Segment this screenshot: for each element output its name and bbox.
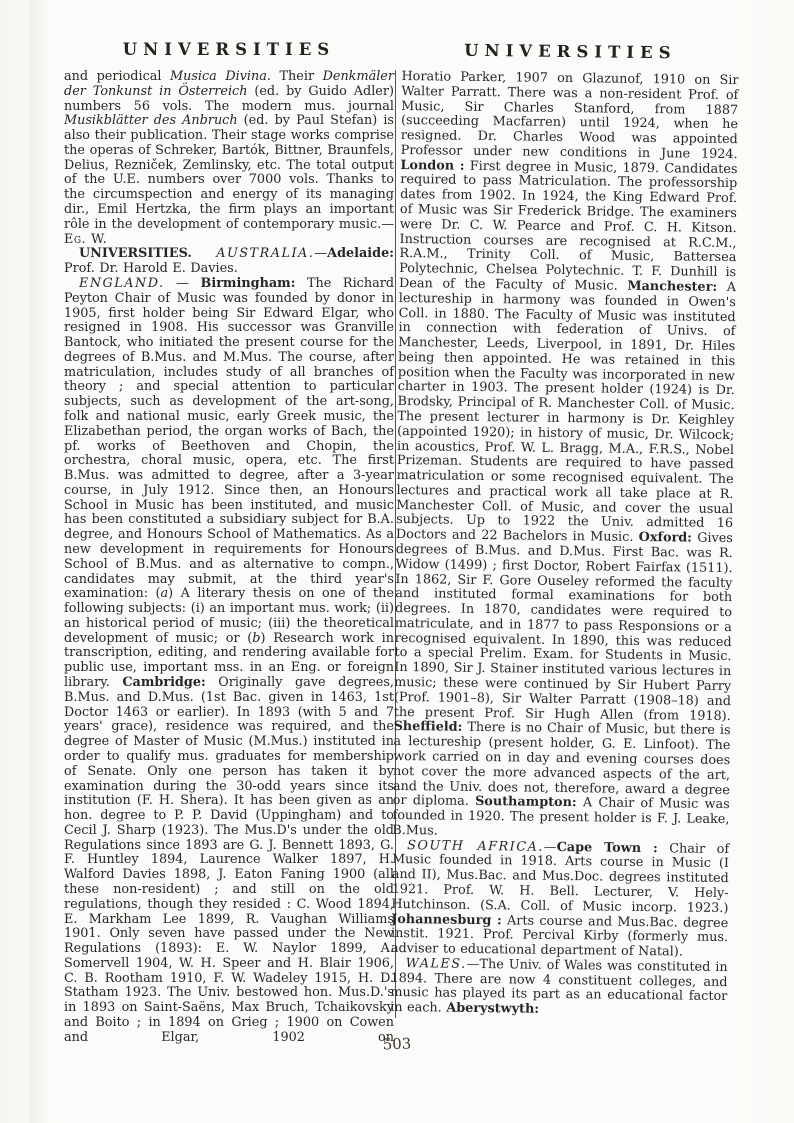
text-segment: London :	[400, 157, 465, 174]
text-segment: First degree in Music, 1879. Candidates required to pass Matriculation. The professorship dates from 1902. In 1924, the King Edward Prof. of Music was Sir Frederick Bridge. The examiners were Dr. C. W. Pearce and Prof. C. H. Kitson. Instruction courses are recognised at R.C.M., R.A.M., Trinity Coll. of Music, Battersea Polytechnic, Chelsea Polytechnic. T. F. Dunhill is Dean of the Faculty of Music.	[398, 158, 738, 294]
paragraph	[64, 70, 394, 247]
text-segment: (ed. by Paul Stefan) is also their publication. Their stage works comprise the operas of Schreker, Bartók, Bittner, Braunfels, Delius, Rezniček, Zemlinsky, etc. The total output of the U.E. numbers over 7000 vols. Thanks to the circumspection and energy of its managing dir., Emil Hertzka, the firm plays an important rôle in the development of contemporary music.—	[64, 113, 394, 232]
text-segment: ) Research work in transcription, editing, and rendering available for public use, important mss. in an Eng. or foreign library.	[64, 630, 394, 691]
text-segment: —	[164, 275, 201, 291]
text-segment: and periodical	[64, 69, 170, 84]
right-column-running-header: UNIVERSITIES	[464, 40, 677, 63]
text-segment: Cambridge:	[122, 675, 206, 691]
text-segment: Oxford:	[638, 530, 693, 546]
text-segment: Horatio Parker, 1907 on Glazunof, 1910 on Sir Walter Parratt. There was a non-resident Prof. of Music, Sir Charles Stanford, from 1887 (succeeding Macfarren) until 1924, when he resigned. Dr. Charles Wood was appointed Professor under new conditions in June 1924.	[400, 68, 739, 163]
right-column-text	[390, 70, 739, 1020]
text-segment: Birmingham:	[200, 275, 296, 291]
text-segment: —	[543, 839, 557, 855]
text-segment: Prof. Dr. Harold E. Davies.	[64, 261, 238, 277]
left-column-running-header: UNIVERSITIES	[122, 40, 336, 59]
text-segment: (ed. by Guido Adler) numbers 56 vols. The modern mus. journal	[64, 83, 394, 114]
text-segment: Cape Town :	[556, 839, 658, 856]
text-segment: Johannesburg :	[391, 911, 502, 928]
text-segment	[192, 246, 216, 261]
page-number: 503	[382, 1034, 412, 1054]
text-segment: Southampton:	[475, 794, 577, 811]
text-segment: . Their	[266, 69, 323, 84]
paragraph	[391, 839, 729, 961]
text-segment: WALES.	[405, 955, 467, 972]
text-segment: b	[252, 630, 261, 646]
text-segment: ENGLAND.	[79, 275, 165, 291]
left-column-text	[64, 70, 394, 1046]
text-segment: Adelaide:	[327, 246, 394, 262]
text-segment: Musica Divina	[170, 69, 267, 84]
paragraph	[64, 277, 394, 1046]
text-segment: Arts course and Mus.Bac. degree instit. 1921. Prof. Percival Kirby (formerly mus. adviser to educational department of Natal).	[390, 912, 729, 960]
text-segment: —The Univ. of Wales was constituted in 1894. There are now 4 constituent colleges, and music has played its part as an educational factor in each.	[390, 956, 728, 1016]
paragraph	[64, 247, 394, 277]
paragraph	[390, 957, 728, 1020]
right-column	[390, 40, 739, 1020]
text-segment: ) A literary thesis on one of the following subjects: (i) an important mus. work; (ii) an historical period of music; (iii) the theoretical development of music; or (	[64, 586, 394, 646]
text-segment: a	[160, 586, 169, 602]
text-segment: A Chair of Music was founded in 1920. The present holder is F. J. Leake, B.Mus.	[392, 795, 730, 839]
text-segment: The Richard Peyton Chair of Music was founded by donor in 1905, first holder being Sir Edward Elgar, who resigned in 1908. His successor was Granville Bantock, who initiated the present course for the degrees of B.Mus. and M.Mus. The course, after matriculation, includes study of all branches of theory ; and special attention to particular subjects, such as development of the art-song, folk and national music, early Greek music, the Elizabethan period, the organ works of Bach, the pf. works of Beethoven and Chopin, the orchestra, choral music, opera, etc. The first B.Mus. was admitted to degree, after a 3-year course, in July 1912. Since then, an Honours School in Music has been instituted, and music has been constituted a subsidiary subject for B.A. degree, and Honours School of Mathematics. As a new development in requirements for Honours School of B.Mus. and as alternative to compn., candidates may submit, at the third year's examination: (	[64, 275, 395, 602]
text-segment: Originally gave degrees, B.Mus. and D.Mus. (1st Bac. given in 1463, 1st Doctor 1463 or earlier). In 1893 (with 5 and 7 years' grace), residence was required, and the degree of Master of Music (M.Mus.) instituted in order to qualify mus. graduates for membership of Senate. Only one person has taken it by examination during the 30-odd years since its institution (F. H. Shera). It has been given as an hon. degree to P. P. David (Uppingham) and to Cecil J. Sharp (1923). The Mus.D's under the old Regulations since 1893 are G. J. Bennett 1893, G. F. Huntley 1894, Laurence Walker 1897, H. Walford Davies 1898, J. Eaton Faning 1900 (all these non-resident) ; and still on the old regulations, though they resided : C. Wood 1894, E. Markham Lee 1899, R. Vaughan Williams 1901. Only seven have passed under the New Regulations (1893): E. W. Naylor 1899, A. Somervell 1904, W. H. Speer and H. Blair 1906, C. B. Rootham 1910, F. W. Wadeley 1915, H. D. Statham 1923. The Univ. bestowed hon. Mus.D.'s in 1893 on Saint-Saëns, Max Bruch, Tchaikovsky and Boito ; in 1894 on Grieg ; 1900 on Cowen and Elgar, 1902 on	[64, 675, 394, 1045]
text-segment: Denkmäler der Tonkunst in Österreich	[64, 69, 394, 99]
left-column	[64, 40, 394, 1046]
text-segment: AUSTRALIA.	[216, 246, 315, 262]
text-segment: A lectureship in harmony was founded in Owen's Coll. in 1880. The Faculty of Music was instituted in connection with federation of Univs. of Manchester, Leeds, Liverpool, in 1891, Dr. Hiles being then appointed. He was retained in this position when the Faculty was incorporated in new charter in 1903. The present holder (1924) is Dr. Brodsky, Principal of R. Manchester Coll. of Music. The present lecturer in harmony is Dr. Keighley (appointed 1920); in history of music, Dr. Wilcock; in acoustics, Prof. W. L. Bragg, M.A., F.R.S., Nobel Prizeman. Students are required to have passed matriculation or some recognised equivalent. The lectures and practical work all take place at R. Manchester Coll. of Music, and cover the usual subjects. Up to 1922 the Univ. admitted 16 Doctors and 22 Bachelors in Music.	[395, 279, 737, 546]
text-segment: Eg. W.	[64, 231, 108, 247]
paragraph	[392, 70, 738, 843]
text-segment: SOUTH AFRICA.	[407, 837, 544, 855]
text-segment: Aberystwyth:	[446, 1000, 540, 1017]
text-segment: Gives degrees of B.Mus. and D.Mus. First Bac. was R. Widow (1499) ; first Doctor, Robert Fairfax (1511). In 1862, Sir F. Gore Ouseley reformed the faculty and instituted formal examinations for both degrees. In 1870, candidates were required to matriculate, and in 1877 to pass Responsions or a recognised equivalent. In 1890, this was reduced to a special Prelim. Exam. for Students in Music. In 1890, Sir J. Stainer instituted various lectures in music; these were continued by Sir Hubert Parry (Prof. 1901–8), Sir Walter Parratt (1908–18) and the present Prof. Sir Hugh Allen (from 1918).	[393, 530, 734, 724]
text-segment: Musikblätter des Anbruch	[64, 113, 238, 129]
text-segment: —	[314, 246, 328, 262]
text-segment: There is no Chair of Music, but there is a lectureship (present holder, G. E. Linfoot). The work carried on in day and evening courses does not cover the more advanced aspects of the art, and the Univ. does not, therefore, award a degree or diploma.	[392, 720, 731, 810]
text-segment: Manchester:	[627, 278, 718, 295]
scan-gutter-shadow	[30, 0, 50, 1123]
text-segment: Chair of Music founded in 1918. Arts course in Music (I and II), Mus.Bac. and Mus.Doc. degrees instituted 1921. Prof. W. H. Bell. Lecturer, V. Hely-Hutchinson. (S.A. Coll. of Music incorp. 1923.)	[391, 840, 730, 916]
text-segment: UNIVERSITIES.	[79, 246, 192, 262]
text-segment: Sheffield:	[393, 719, 463, 736]
